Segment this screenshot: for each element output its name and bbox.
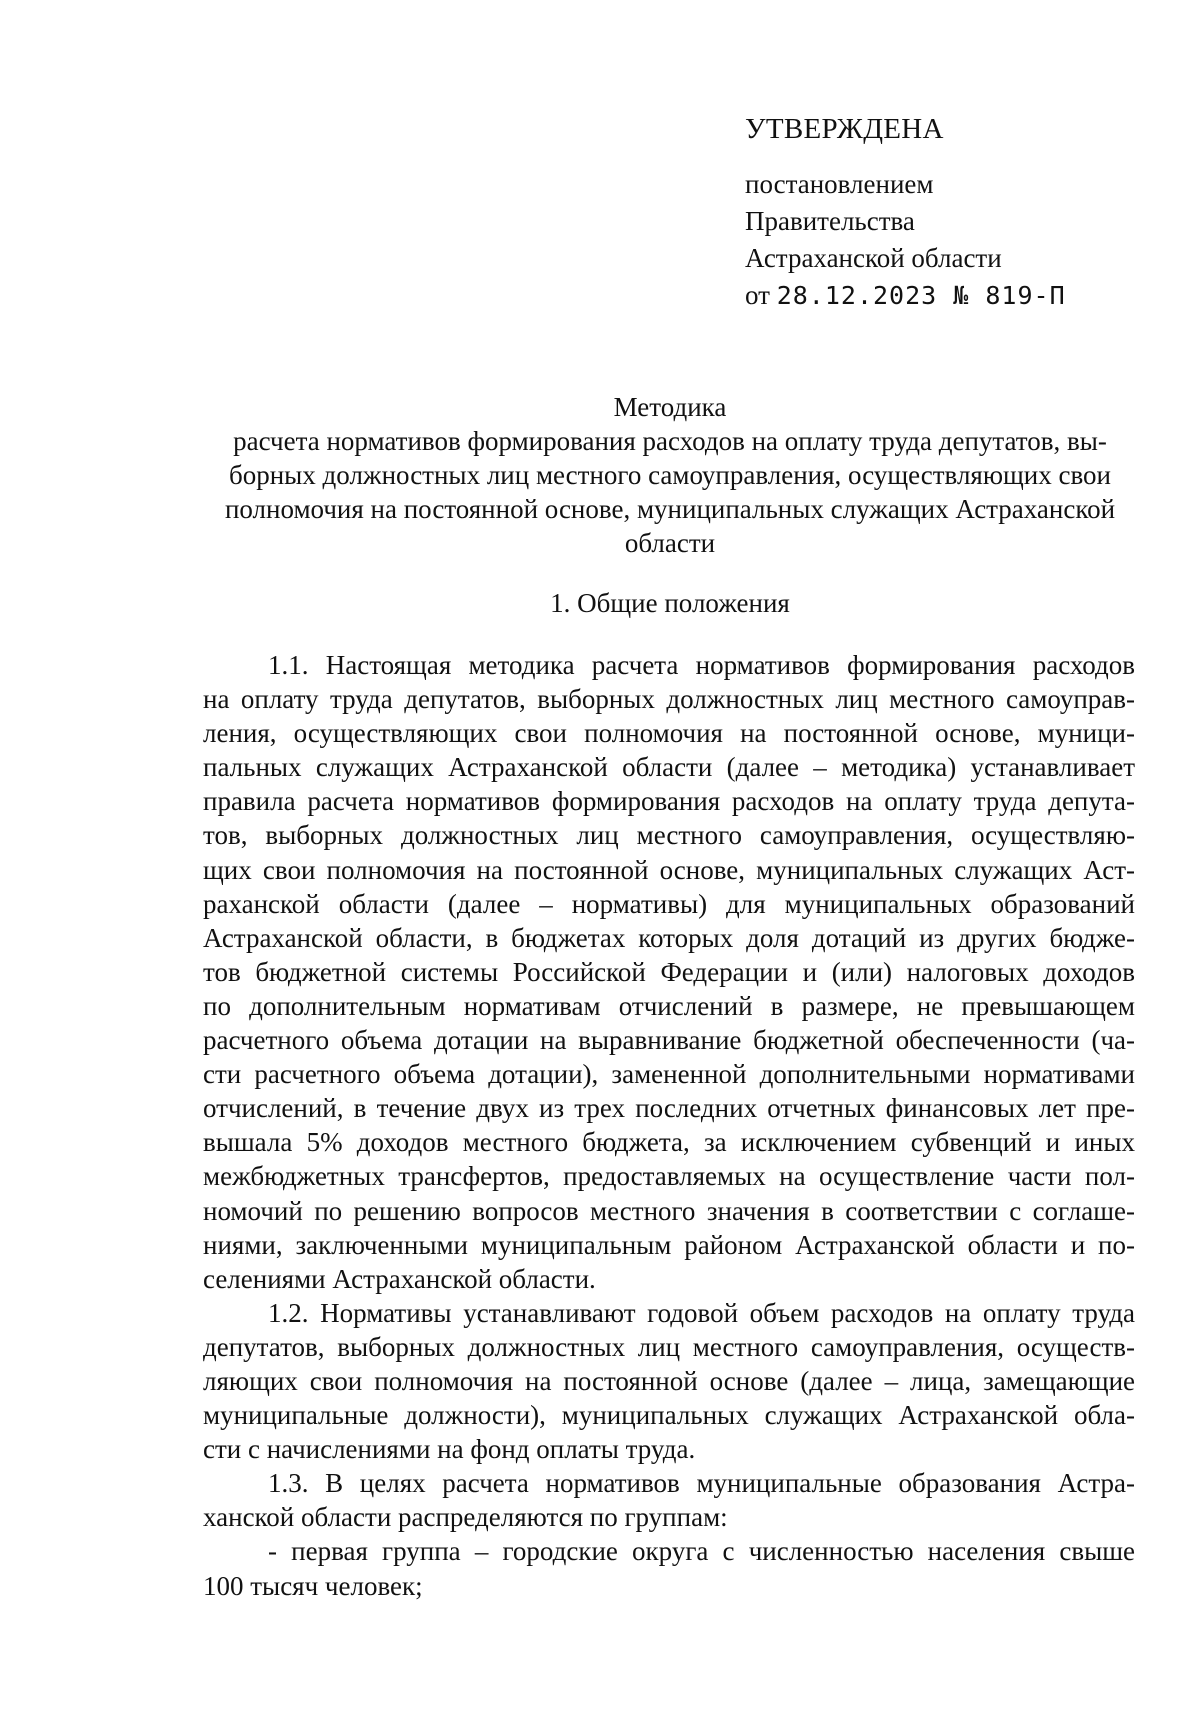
body-line: 1.3. В целях расчета нормативов муниципальные образования Астра- — [268, 1468, 1135, 1499]
body-line: 100 тысяч человек; — [203, 1570, 423, 1601]
approval-line-3: Астраханской области — [745, 243, 1002, 273]
body-line: Астраханской области, в бюджетах которых доля дотаций из других бюдже- — [203, 922, 1135, 953]
title-line-4: области — [624, 528, 716, 558]
body-line: номочий по решению вопросов местного значения в соответствии с соглаше- — [203, 1195, 1135, 1226]
body-line: на оплату труда депутатов, выборных должностных лиц местного самоуправ- — [203, 684, 1135, 715]
approval-stamp-block — [745, 112, 1145, 314]
body-line: расчетного объема дотации на выравнивание бюджетной обеспеченности (ча- — [203, 1025, 1135, 1056]
approved-label: УТВЕРЖДЕНА — [745, 113, 944, 145]
body-line: депутатов, выборных должностных лиц местного самоуправления, осуществ- — [203, 1331, 1135, 1362]
body-line: муниципальные должности), муниципальных служащих Астраханской обла- — [203, 1400, 1135, 1431]
body-line: ляющих свои полномочия на постоянной основе (далее – лица, замещающие — [203, 1365, 1135, 1396]
title-line-2: борных должностных лиц местного самоуправления, осуществляющих свои — [228, 460, 1111, 490]
body-line: ханской области распределяются по группам: — [203, 1502, 728, 1533]
body-line: сти расчетного объема дотации), замененной дополнительными нормативами — [203, 1059, 1135, 1090]
body-line: щих свои полномочия на постоянной основе, муниципальных служащих Аст- — [203, 854, 1135, 885]
body-line: - первая группа – городские округа с численностью населения свыше — [268, 1536, 1135, 1567]
body-line: раханской области (далее – нормативы) для муниципальных образований — [203, 888, 1135, 919]
approval-date-prefix: от — [745, 280, 777, 310]
approval-date-stamp: 28.12.2023 № 819-П — [776, 281, 1066, 310]
approval-line-1: постановлением — [745, 169, 934, 199]
title-line-1: расчета нормативов формирования расходов на оплату труда депутатов, вы- — [233, 426, 1107, 456]
body-line: отчислений, в течение двух из трех последних отчетных финансовых лет пре- — [203, 1093, 1135, 1124]
body-line: ления, осуществляющих свои полномочия на постоянной основе, муници- — [203, 718, 1135, 749]
body-line: ниями, заключенными муниципальным районом Астраханской области и по- — [203, 1229, 1135, 1260]
body-line: тов, выборных должностных лиц местного самоуправления, осуществляю- — [203, 820, 1135, 851]
body-line: 1.2. Нормативы устанавливают годовой объем расходов на оплату труда — [268, 1297, 1135, 1328]
body-line: пальных служащих Астраханской области (далее – методика) устанавливает — [203, 752, 1135, 783]
title-heading: Методика — [613, 392, 727, 422]
body-line: вышала 5% доходов местного бюджета, за исключением субвенций и иных — [203, 1127, 1135, 1158]
title-line-3: полномочия на постоянной основе, муниципальных служащих Астраханской — [224, 494, 1116, 524]
body-line: сти с начислениями на фонд оплаты труда. — [203, 1434, 696, 1465]
body-line: селениями Астраханской области. — [203, 1263, 596, 1294]
approval-line-2: Правительства — [745, 206, 915, 236]
body-line: межбюджетных трансфертов, предоставляемых на осуществление части пол- — [203, 1161, 1135, 1192]
body-line: 1.1. Настоящая методика расчета нормативов формирования расходов — [268, 650, 1135, 680]
body-line: правила расчета нормативов формирования расходов на оплату труда депута- — [203, 786, 1135, 817]
approval-date-line — [745, 277, 1145, 314]
body-text — [203, 648, 1135, 1603]
document-title — [200, 390, 1140, 560]
body-line: по дополнительным нормативам отчислений в размере, не превышающем — [203, 990, 1135, 1021]
section-heading: 1. Общие положения — [550, 588, 790, 618]
body-line: тов бюджетной системы Российской Федерации и (или) налоговых доходов — [203, 956, 1135, 987]
